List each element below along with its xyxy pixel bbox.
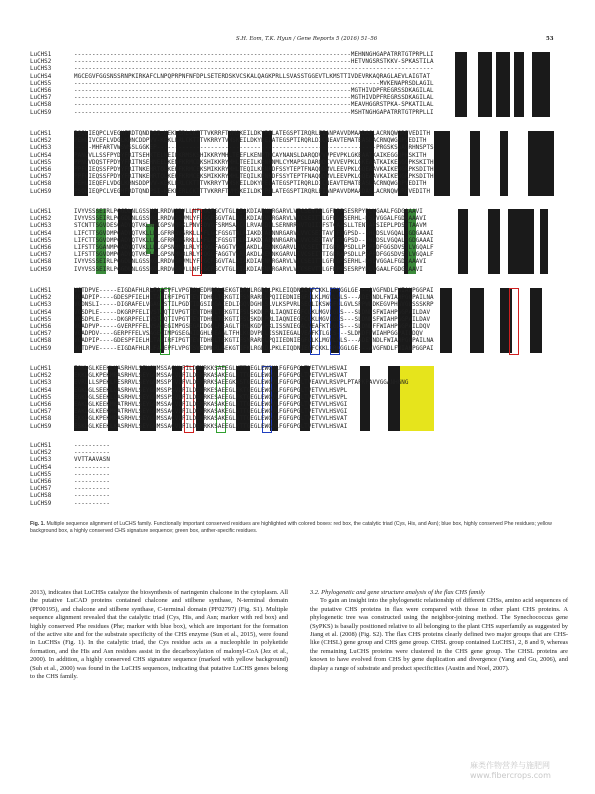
sequence-name: LuCHS2 xyxy=(30,295,52,302)
sequence-residues: ---------- xyxy=(74,486,110,493)
running-title: S.H. Eom, T.K. Hyun / Gene Reports 5 (2016) 51–56 xyxy=(236,36,378,42)
caption-text: Multiple sequence alignment of LuCHS family. Functionally important conserved residues are highlighted with colored boxes: red box, the catalytic triad (Cys, His, and Asn); blue box, highly conserved Phe residues; yellow background box, a highly conserved CHS signature sequence; green box, anther-specific residues. xyxy=(30,521,552,535)
conserved-column xyxy=(500,131,508,196)
conserved-column xyxy=(458,209,468,274)
alignment-row xyxy=(30,66,434,73)
sequence-name: LuCHS3 xyxy=(30,380,52,387)
sequence-name: LuCHS9 xyxy=(30,345,52,352)
alignment-row xyxy=(30,373,408,380)
sequence-name: LuCHS4 xyxy=(30,73,52,80)
alignment-row xyxy=(30,52,434,59)
alignment-block-5 xyxy=(30,366,408,431)
alignment-row xyxy=(30,366,408,373)
sequence-residues: -----------------------------------------------------------------------------MSHTNGHGAPATRRTGTPRPLLI xyxy=(74,109,434,116)
sequence-name: LuCHS7 xyxy=(30,174,52,181)
alignment-row xyxy=(30,102,434,109)
alignment-row xyxy=(30,189,434,196)
sequence-name: LuCHS2 xyxy=(30,450,52,457)
sequence-residues: EGKLGLSEEKLQASRHVLSEYGNMSSPSVLFILDEMRKESAEEGLPKTGEGLEWGVLFGFGPGLTVETVVLHSVPL xyxy=(74,394,348,401)
sequence-residues: VGADPVP-----GVERPFFELVSAGEGIMPGSEGAIDGHLREAGLTFHLKGDVPKLISSNIEGALVEAFKTLGLS---SLDNDFFWIAHPGGPAILDQV xyxy=(74,323,431,330)
alignment-row xyxy=(30,380,408,387)
sequence-name: LuCHS5 xyxy=(30,237,52,244)
sequence-name: LuCHS7 xyxy=(30,331,52,338)
sequence-residues: VGADPIP----GDESPFIELHLTAIIRFIPGTTEVTDHRLTEKGTIFSMRARELPQIIEDNIEGFCLKLMGVLGLS---ADEYNDLFWIAHPGGPAILNA xyxy=(74,338,434,345)
sequence-name: LuCHS4 xyxy=(30,464,52,471)
sequence-name: LuCHS7 xyxy=(30,409,52,416)
right-paragraph: To gain an insight into the phylogenetic relationship of different CHSs, amino acid sequences of the putative CHS proteins in flax were compared with those in other plant CHS proteins. A phylogenetic tree was constructed using the neighbor-joining method. The Synechococcus gene (SyPKS) is basally positioned relative to all belonging to the plant CHS superfamily as suggested by Jiang et al. (2008) (Fig. S2). The flax CHS proteins clearly defined two major groups that are CHS-like (CHSL) gene group and CHS gene group. CHSL group contained LuCHS1, 2, 8 and 9, whereas the remaining LuCHS proteins were clustered in the CHS gene group. The CHSL proteins are known to have evolved from CHS by gene duplication and divergence (Yang and Gu, 2006), and display a range of substrate and product specificities (Austin and Noel, 2007). xyxy=(310,597,568,672)
alignment-row xyxy=(30,295,434,302)
sequence-residues: ---------- xyxy=(74,478,110,485)
alignment-row xyxy=(30,443,110,450)
alignment-row xyxy=(30,493,110,500)
sequence-residues: ---------- xyxy=(74,464,110,471)
sequence-residues: VVTTAAVASN xyxy=(74,457,110,464)
conserved-column xyxy=(478,52,492,117)
alignment-row xyxy=(30,259,434,266)
sequence-name: LuCHS3 xyxy=(30,145,52,152)
sequence-residues: PANCVLLSSFPYDYFRITSEHKTELNEIFKRMSKSHIKKRYMHLTEEFLKENPTMCAYNANSLDARQDVVVPEVPKLGKEAATKAIKEGGQPKSKITH xyxy=(74,152,427,159)
conserved-column xyxy=(488,209,500,274)
alignment-row xyxy=(30,238,434,245)
sequence-residues: -------------------------------------------------------------------------------------MVKENAPRSDLAGIL xyxy=(74,80,434,87)
sequence-residues: ---------- xyxy=(74,500,110,507)
sequence-name: LuCHS1 xyxy=(30,366,52,372)
alignment-row xyxy=(30,216,434,223)
alignment-block-6 xyxy=(30,443,110,508)
alignment-row xyxy=(30,395,408,402)
sequence-name: LuCHS9 xyxy=(30,109,52,116)
conserved-column xyxy=(508,209,534,274)
alignment-block-4 xyxy=(30,288,434,353)
alignment-row xyxy=(30,209,434,216)
sequence-name: LuCHS6 xyxy=(30,87,52,94)
sequence-name: LuCHS1 xyxy=(30,288,52,294)
sequence-residues: ---------- xyxy=(74,450,110,457)
alignment-row xyxy=(30,81,434,88)
alignment-block-2 xyxy=(30,131,434,196)
conserved-column xyxy=(470,288,484,353)
sequence-residues: LIFSTTSGANMPGADYQTVKLLNLGPSNMNRLRLYQQGCFAGGTVLRLAKDLAENNKGARVLIVCSEITTIGFRAPSDLLPSPPDFGGSDVSTLVGQALF xyxy=(74,244,434,251)
alignment-row xyxy=(30,59,434,66)
alignment-row xyxy=(30,310,434,317)
sequence-residues: IVYVSSSEIRLPGGDLNLGSSKGLRRDVSRVMLYFLGCFGGVTALRIAKDIAENNRGARVLVTCSEITTLGFRGPSERHL-DSLVGGALFGDGAAAVI xyxy=(74,259,427,266)
sequence-name: LuCHS3 xyxy=(30,66,52,73)
conserved-column xyxy=(470,131,480,196)
sequence-name: LuCHS1 xyxy=(30,209,52,215)
sequence-name: LuCHS8 xyxy=(30,493,52,500)
page-header xyxy=(0,36,595,46)
sequence-residues: ESKLGLKEEKLKASRHVLSEYGNMSSACVLFILDEMRKKSAEEGLKTTGEGLEWGVLFGFGPGLTVETVVLHSVAI xyxy=(74,423,348,430)
alignment-row xyxy=(30,88,434,95)
sequence-residues: ---------- xyxy=(74,493,110,500)
alignment-row xyxy=(30,231,434,238)
sequence-residues: -----------------------------------------------------------------------------MEAVHGGRSTPKA-SPKATILAL xyxy=(74,102,434,109)
sequence-name: LuCHS6 xyxy=(30,166,52,173)
conserved-column xyxy=(496,52,510,117)
sequence-residues: ---------- xyxy=(74,443,110,449)
sequence-name: LuCHS5 xyxy=(30,159,52,166)
sequence-name: LuCHS4 xyxy=(30,387,52,394)
alignment-row xyxy=(30,288,434,295)
sequence-residues: PPNCVDQSTFPDYYFRITNSEHNEELKENFKRMCDKSHIKKRYMHLTEEILKENPNMLCYMAPSLDARQDIVVVEVPKLGKEAATKAIKEGGQPKSKITH xyxy=(74,159,434,166)
alignment-block-1 xyxy=(30,52,434,117)
sequence-residues: EKKLGLKPEKMRASRHVLSEYGNMSSACVLFILDEMRKASAKEGLGTTGEGLEWGVLFGFGPGLTVETVVLHSVAT xyxy=(74,373,348,380)
sequence-residues: -----------------------------------------------------------------------------MEHNNGHGAPATRRTGTPRPLLI xyxy=(74,52,434,58)
sequence-name: LuCHS9 xyxy=(30,266,52,273)
sequence-residues: EVRLLLSPEKLRESRRVLSEYGNMSSPTVLFVLDEMRRKSAEEGKKSTGEGLEWGVLFGFGPGLTVEAVVLRSVPLPTAPKPAVVGGANHGNG xyxy=(74,380,409,387)
sequence-name: LuCHS9 xyxy=(30,500,52,507)
sequence-residues: -----------------------------------------------------------------------------MGTHIVDPFREGRSSDKAGILAL xyxy=(74,87,434,94)
sequence-name: LuCHS8 xyxy=(30,259,52,266)
sequence-name: LuCHS2 xyxy=(30,138,52,145)
sequence-name: LuCHS6 xyxy=(30,401,52,408)
sequence-residues: LIFCTTSGVDMPGADYQTVKLLNLGFRRDVSRKLLYFLGCFGSGTALRIAKDIAENNRGARVLVVCSEITAVTFRGPSD---HLDSLVGQALFGDGAAAI xyxy=(74,237,434,244)
sequence-residues: EKKLGLKPEKMRASRHVLSEYGNMSSACVLFILDEMRKASAKEGLGTTGEGLEWGVLFGFGPGLTVETVVLHSVAT xyxy=(74,416,348,423)
sequence-name: LuCHS1 xyxy=(30,131,52,137)
sequence-name: LuCHS4 xyxy=(30,309,52,316)
sequence-residues: IVYVSSSEIRLPGGDLNLGSSKGLRRDVSRVMLYFLGCFGGVTALRIAKDIAENNRGARVLVTCSEITTLGFRGPSERHL-DSLVGGALFGDGAAAVI xyxy=(74,216,427,223)
conserved-column xyxy=(528,131,554,196)
sequence-residues: LIFSTTSGVDMPGADYQTVKLLNLGPSNMNRLRLYQQGCFAGGTVLRLAKDLAENNKGARVLIVCSEITTIGFRAPSDLLPSPPDFGGSDVSTLVGQALF xyxy=(74,252,434,259)
alignment-row xyxy=(30,252,434,259)
sequence-residues: EGKLGLSEEKLQASRHVLSEYGNMSSPSVLFILDEMRKESAEEGLPKTGEGLEWGVLFGFGPGLTVETVVLHSVPL xyxy=(74,387,348,394)
sequence-residues: VGADPDV----GERPFFELVSAGEGIMPGSEGAIDGHLREAGLTFHLKGDVPKLISSNIEGALVEAFKTLGLS---SLDNDFFWIAHPGGPAILDQV xyxy=(74,331,423,338)
alignment-row xyxy=(30,338,434,345)
alignment-row xyxy=(30,131,434,138)
sequence-residues: PSQLIEQPCLVEGHFRDTQNDPSI-KEKLERLCKTTTVKRRFTVMSKEILDKYPELATEGSPTIRQRLEIANPAVVDMAADASLACRNQWGRPVEDITH xyxy=(74,131,431,137)
alignment-row xyxy=(30,95,434,102)
right-column xyxy=(310,589,568,673)
conserved-column xyxy=(514,52,524,117)
sequence-residues: ESKLGLKEEKLKASRHVLSEYGNMSSACVLFILDEMRKKSAEEGLKTTGEGLEWGVLFGFGPGLTVETVVLHSVAI xyxy=(74,366,348,372)
conserved-column xyxy=(440,288,452,353)
alignment-row xyxy=(30,181,434,188)
sequence-residues: MGCEGVFGGSNSSRNPKIRKAFCLNPQPRPNFNFDPLSETERDSKVCSKALQAGKPRLLSVASSTGGEVTLKMSTTIVDEVRKAQRAGLAEVLAIGTAT xyxy=(74,73,431,80)
sequence-name: LuCHS9 xyxy=(30,423,52,430)
alignment-row xyxy=(30,457,110,464)
alignment-row xyxy=(30,167,434,174)
conserved-column xyxy=(455,52,467,117)
sequence-name: LuCHS5 xyxy=(30,471,52,478)
sequence-name: LuCHS2 xyxy=(30,373,52,380)
sequence-residues: -----------------------------------------------------------------------------MGTHIVDPFREGRSSDKAGILAL xyxy=(74,95,434,102)
alignment-row xyxy=(30,110,434,117)
alignment-row xyxy=(30,267,434,274)
sequence-name: LuCHS2 xyxy=(30,59,52,66)
sequence-name: LuCHS5 xyxy=(30,80,52,87)
sequence-residues: STCNTTSGVDESGADYQTVKLNRIGPSVNRKLPNVSDVGFSRMSAGCCLRVAKDILSERNRRHVTQIIIFSTCAISLLTENTAPSIEPLPDSNTAAVM xyxy=(74,223,427,230)
sequence-name: LuCHS6 xyxy=(30,323,52,330)
sequence-residues: VGTDPVE-----EIGDAFHLRLFAAEPFLVPGTSVEDMGRLSEKGTIFKLRGRDLPKLEIQDNIEGFCKKLIRKGGLGE---AVGFNDLFWIAHPGGPAI xyxy=(74,288,434,294)
sequence-residues: EAKLGLKEEKMKATRHVLSEYGNMSSACVLFILDEMRKASAKEGLGTTGEGLEWGVLFGFGPGLTVETVVLHSVGI xyxy=(74,409,348,416)
sequence-name: LuCHS7 xyxy=(30,95,52,102)
caption-label: Fig. 1. xyxy=(30,521,45,527)
alignment-block-3 xyxy=(30,209,434,274)
sequence-name: LuCHS8 xyxy=(30,338,52,345)
watermark: 麻类作物营养与施肥网 www.fibercrops.com xyxy=(470,761,551,780)
sequence-name: LuCHS6 xyxy=(30,244,52,251)
sequence-residues: PEHLIEQEFLVDGLKHNSDDPVV-KEKLERLCKTTTVKRRYTVMSKEILDKYPELATEGSPTIRQRLDICNEAVTEMATEASLACRNQWGRPVEDITH xyxy=(74,181,427,188)
sequence-name: LuCHS5 xyxy=(30,316,52,323)
alignment-row xyxy=(30,317,434,324)
sequence-name: LuCHS4 xyxy=(30,230,52,237)
sequence-residues: ---------------------------------------------------------------------------------------------------- xyxy=(74,66,434,73)
alignment-row xyxy=(30,501,110,508)
sequence-residues: IVYVSSSEIRLPGGDLNLGSSKGLRRDVSRVLLNFLGCFGCVTGLRIAKDIAENNRGARVLVTCSEVTILGFRPPSESRPYDLVGAALFGDGAAAVI xyxy=(74,266,423,273)
sequence-name: LuCHS1 xyxy=(30,52,52,58)
catalytic-his-box xyxy=(509,288,519,355)
alignment-row xyxy=(30,479,110,486)
sequence-name: LuCHS3 xyxy=(30,302,52,309)
sequence-name: LuCHS8 xyxy=(30,416,52,423)
alignment-row xyxy=(30,416,408,423)
sequence-residues: PPFCIEQSSFPDYYFRITNKEHRTQLKEKFKRMCEKSMIKKRYMHLTEQILKENPDFSSYTEPTFNAQQDMVLEEVPKLGQEAAVKAIKEWGRPKSDITH xyxy=(74,174,434,181)
alignment-row xyxy=(30,74,434,81)
sequence-name: LuCHS7 xyxy=(30,252,52,259)
alignment-row xyxy=(30,145,434,152)
alignment-row xyxy=(30,486,110,493)
sequence-name: LuCHS9 xyxy=(30,188,52,195)
alignment-row xyxy=(30,402,408,409)
sequence-residues: VGTDPVE-----EIGDAFHLRLFAAEPFLVPGTSVEDMGRLSEKGTIFKLRGRDLPKLEIQDNIEGFCKKLIRKGGLGE---AVGFNDLFWIAHPGGPAI xyxy=(74,345,434,352)
alignment-row xyxy=(30,424,408,431)
sequence-residues: PEHLIVCEFLVDGLKHNCDDPVV-KEKLERLCKTTTVKRRYTVMSKEILDKYPELATEGSPTIRQRLDICNEAVTEMATEASLACRNQWGRPVEDITH xyxy=(74,138,427,145)
alignment-row xyxy=(30,138,434,145)
figure-caption xyxy=(30,521,570,536)
sequence-residues: EAKLGLKEEKMKATRHVLSEYGNMSSACVLFILDEMRKASAKEGLGTTGEGLEWGVLFGFGPGLTVETVVLHSVGI xyxy=(74,401,348,408)
sequence-residues: VGSDPLE-----DKGRPFELIVSTAQTIVPGTTEVTDHRLTEKGTIFSLSKDLPRLIAQNIEGFCLKLMGVLGLS---SLDNDSFWIAHPGGPAILDAV xyxy=(74,309,431,316)
sequence-residues: VGSDPLE-----DKGRPFELIVSTAQTIVPGTTEVTDHRLTEKGTIFSLSKDLPRLIAQNIEGFCLKLMGVLGLS---SLDNDSFWIAHPGGPAILDAV xyxy=(74,316,431,323)
sequence-residues: -----------------------------------------------------------------------------HETVNGSRSTKKV-SPKASTILA xyxy=(74,59,434,66)
sequence-name: LuCHS4 xyxy=(30,152,52,159)
alignment-row xyxy=(30,174,434,181)
sequence-residues: PPFCIEQSSFPDYYFRITNKEHRTQLKEKFKRMCEKSMIKKRYMHLTEQILKENPDFSSYTEPTFNAQQDMVLEEVPKLGQEAAVKAIKEWGRPKSDITH xyxy=(74,166,434,173)
sequence-residues: IVYVSSSEIRLPGGDLNLGSSKGLRRDVSRVLLNFLGCFGCVTGLRIAKDIAENNRGARVLVTCSEVTILGFRPPSESRPYDLVGAALFGDGAAAVI xyxy=(74,209,423,215)
sequence-name: LuCHS3 xyxy=(30,223,52,230)
sequence-residues: VGADPIP----GDESPFIELHLTAIIRFIPGTTEVTDHRLTEKGTIFSMRARELPQIIEDNIEGFCLKLMGVLGLS---ADEYNDLFWIAHPGGPAILNA xyxy=(74,295,434,302)
alignment-row xyxy=(30,302,434,309)
conserved-column xyxy=(532,52,550,117)
sequence-residues: VGDNSLI-----DIGRAFELVGAGLSTILPGDTIDGSIDGAIEDLIGQVDGHLSLVLKSPVRLSEQLIKSWGFCLGVLSPPWDDKEGVPHGVGLSSSKRP xyxy=(74,302,434,309)
sequence-residues: PSQLIEQPCLVEGHFRDTQNDPSI-KEKLERLCKTTTVKRRFTVMSKEILDKYPELATEGSPTIRQRLEIANPAVVDMAADASLACRNQWGRPVEDITH xyxy=(74,188,431,195)
conserved-column xyxy=(434,131,450,196)
alignment-row xyxy=(30,331,434,338)
alignment-row xyxy=(30,388,408,395)
sequence-name: LuCHS2 xyxy=(30,216,52,223)
sequence-name: LuCHS7 xyxy=(30,486,52,493)
alignment-row xyxy=(30,324,434,331)
sequence-residues: ---------- xyxy=(74,471,110,478)
alignment-row xyxy=(30,223,434,230)
alignment-row xyxy=(30,153,434,160)
alignment-row xyxy=(30,465,110,472)
section-heading: 3.2. Phylogenetic and gene structure analysis of the flax CHS family xyxy=(310,589,485,596)
alignment-row xyxy=(30,346,434,353)
left-column xyxy=(30,589,288,681)
sequence-name: LuCHS3 xyxy=(30,457,52,464)
sequence-residues: LIFCTTSGVDMPGADYQTVKLLNLGFRRDVSRKLLYFLGCFGSGTALRIAKDIAENNRGARVLVVCSEITAVTFRGPSD---HLDSLVGQALFGDGAAAI xyxy=(74,230,434,237)
sequence-name: LuCHS8 xyxy=(30,102,52,109)
alignment-row xyxy=(30,245,434,252)
sequence-residues: -----MHFARTVWSWSSLGGKEP-------------------------------------------------------------PRGSKSGAGRHNSPTS xyxy=(74,145,434,152)
alignment-row xyxy=(30,409,408,416)
alignment-row xyxy=(30,472,110,479)
conserved-column xyxy=(540,209,548,274)
sequence-name: LuCHS1 xyxy=(30,443,52,449)
sequence-name: LuCHS8 xyxy=(30,181,52,188)
left-paragraph: 2013), indicates that LuCHSs catalyze the biosynthesis of naringenin chalcone in the cytoplasm. All the putative LuCAD proteins contained chalcone and stilbene synthase, N-terminal domain (PF00195), and chalcone and stilbene synthase, C-terminal domain (PF02797) (Fig. S1). Multiple sequence alignment revealed that the catalytic triad (Cys, His, and Asn; marker with red box) and highly conserved Phe residues (Phe; marker with blue box), which are important for the formation of the active site and for the substrate specificity of the CHS enzyme (Sun et al., 2015), were found in LuCHSs (Fig. 1). In the catalytic triad, the Cys residue acts as a nucleophile in polyketide formation, and the His and Asn residues assist in the decarboxylation of malonyl-CoA (Jez et al., 2000). In addition, a highly conserved CHS signature sequence (marked with yellow background) (Suh et al., 2000) was found in the LuCHS sequences, indicating that putative LuCHS genes belong to the CHS family. xyxy=(30,589,288,681)
sequence-name: LuCHS5 xyxy=(30,394,52,401)
page-number: 53 xyxy=(546,36,554,42)
alignment-row xyxy=(30,450,110,457)
alignment-row xyxy=(30,160,434,167)
conserved-column xyxy=(530,288,542,353)
sequence-name: LuCHS6 xyxy=(30,478,52,485)
